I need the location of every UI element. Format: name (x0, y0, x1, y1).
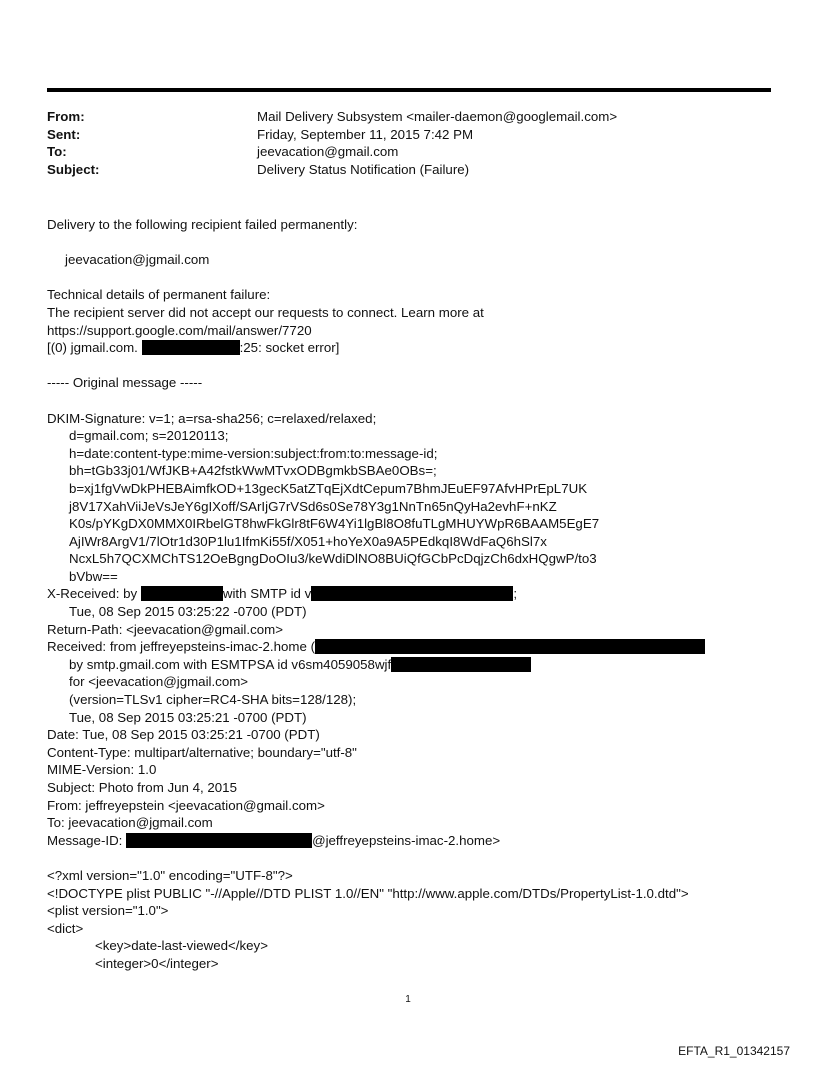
redaction-box (126, 833, 312, 848)
received-by (47, 656, 787, 674)
xml-plist: <plist version="1.0"> (47, 903, 169, 919)
received-date: Tue, 08 Sep 2015 03:25:21 -0700 (PDT) (69, 709, 307, 725)
dkim-line: AjIWr8ArgV1/7lOtr1d30P1lu1IfmKi55f/X051+hoYeX0a9A5PEdkqI8WdFaQ6hSl7x (69, 533, 547, 549)
return-path: Return-Path: <jeevacation@gmail.com> (47, 621, 283, 637)
tech-url: https://support.google.com/mail/answer/7720 (47, 322, 312, 338)
dkim-line: K0s/pYKgDX0MMX0IRbelGT8hwFkGlr8tF6W4Yi1lgBl8O8fuTLgMHUYWpR6BAAM5EgE7 (69, 516, 600, 532)
x-received-mid: with SMTP id v (222, 586, 312, 602)
dkim-line: bh=tGb33j01/WfJKB+A42fstkWwMTvxODBgmkbSBAe0OBs=; (69, 463, 437, 479)
to-value: jeevacation@gmail.com (257, 144, 399, 159)
tech-title: Technical details of permanent failure: (47, 287, 271, 303)
dkim-line: d=gmail.com; s=20120113; (69, 428, 229, 444)
subject-value: Delivery Status Notification (Failure) (257, 161, 470, 177)
failed-recipient: jeevacation@jgmail.com (65, 252, 210, 268)
x-received-pre: X-Received: by (47, 586, 138, 602)
xml-declaration: <?xml version="1.0" encoding="UTF-8"?> (47, 867, 293, 883)
email-header (47, 108, 767, 178)
message-id-pre: Message-ID: (47, 832, 123, 848)
page-number: 1 (405, 994, 411, 1005)
x-received-line (47, 585, 787, 603)
bates-number: EFTA_R1_01342157 (678, 1044, 790, 1058)
received-by-text: by smtp.gmail.com with ESMTPSA id v6sm4059058wjf (69, 656, 392, 672)
mime-header: MIME-Version: 1.0 (47, 762, 157, 778)
to-row (47, 143, 767, 161)
subject-row (47, 161, 767, 179)
redaction-box (311, 586, 513, 601)
xml-dict: <dict> (47, 920, 84, 936)
received-pre: Received: from jeffreyepsteins-imac-2.home ( (47, 639, 316, 655)
from-value: Mail Delivery Subsystem <mailer-daemon@googlemail.com> (257, 109, 618, 124)
received-for: for <jeevacation@jgmail.com> (69, 674, 249, 690)
content-type-header: Content-Type: multipart/alternative; boundary="utf-8" (47, 744, 357, 760)
to-label: To: (47, 144, 67, 159)
header-rule (47, 88, 771, 92)
tech-line: The recipient server did not accept our requests to connect. Learn more at (47, 304, 484, 320)
tech-error (47, 339, 787, 357)
x-received-date: Tue, 08 Sep 2015 03:25:22 -0700 (PDT) (69, 604, 307, 620)
subject-header: Subject: Photo from Jun 4, 2015 (47, 780, 237, 795)
tech-error-post: :25: socket error] (239, 340, 340, 356)
sent-label: Sent: (47, 126, 81, 142)
xml-doctype: <!DOCTYPE plist PUBLIC "-//Apple//DTD PLIST 1.0//EN" "http://www.apple.com/DTDs/PropertyList-1.0.dtd"> (47, 885, 689, 901)
message-id-header (47, 832, 787, 850)
original-message-divider: ----- Original message ----- (47, 375, 203, 391)
sent-row (47, 126, 767, 144)
sent-value: Friday, September 11, 2015 7:42 PM (257, 126, 474, 142)
dkim-line: bVbw== (69, 568, 118, 584)
dkim-line: b=xj1fgVwDkPHEBAimfkOD+13gecK5atZTqEjXdtCepum7BhmJEuEF97AfvHPrEpL7UK (69, 480, 588, 496)
date-header: Date: Tue, 08 Sep 2015 03:25:21 -0700 (PDT) (47, 727, 320, 743)
xml-integer: <integer>0</integer> (95, 955, 219, 971)
redaction-box (391, 657, 531, 672)
dkim-line: j8V17XahViiJeVsJeY6gIXoff/SArIjG7rVSd6s0Se78Y3g1NnTn65nQyHa2evhF+nKZ (69, 498, 557, 514)
from-row (47, 108, 767, 126)
to-header: To: jeevacation@jgmail.com (47, 815, 213, 831)
x-received-post: ; (513, 586, 518, 602)
tech-error-pre: [(0) jgmail.com. (47, 340, 138, 356)
email-body (47, 216, 787, 973)
dkim-line: DKIM-Signature: v=1; a=rsa-sha256; c=relaxed/relaxed; (47, 410, 377, 426)
redaction-box (141, 586, 223, 601)
received-version: (version=TLSv1 cipher=RC4-SHA bits=128/128); (69, 692, 357, 708)
xml-key: <key>date-last-viewed</key> (95, 938, 268, 954)
dkim-line: h=date:content-type:mime-version:subject:from:to:message-id; (69, 445, 438, 461)
from-label: From: (47, 109, 85, 124)
intro-line: Delivery to the following recipient failed permanently: (47, 217, 358, 232)
from-header: From: jeffreyepstein <jeevacation@gmail.com> (47, 797, 325, 813)
subject-label: Subject: (47, 161, 100, 177)
received-line (47, 638, 787, 656)
redaction-box (315, 639, 705, 654)
dkim-line: NcxL5h7QCXMChTS12OeBgngDoOIu3/keWdiDlNO8BUiQfGCbPcDqjzCh6dxHQgwP/to3 (69, 551, 597, 567)
redaction-box (142, 340, 240, 355)
message-id-post: @jeffreyepsteins-imac-2.home> (312, 832, 501, 848)
